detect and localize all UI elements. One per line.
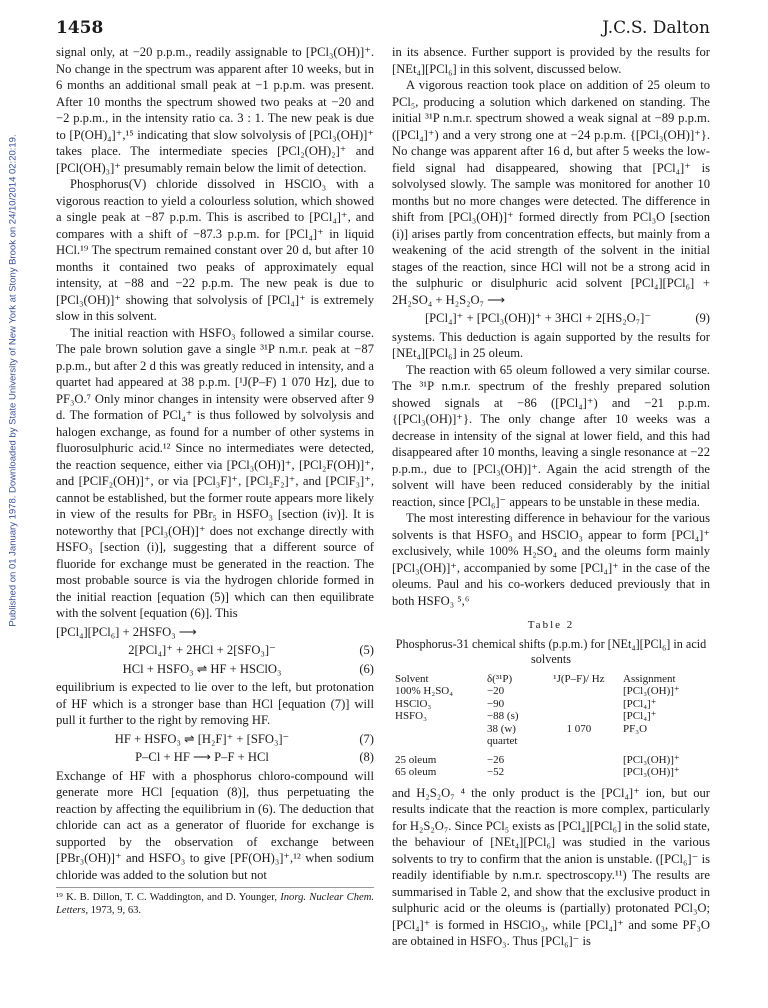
paragraph: in its absence. Further support is provided by the results for [NEt₄][PCl₆] in this solvent, discussed below. [392, 45, 710, 76]
left-column [56, 44, 374, 917]
table-header: δ(³¹P) [486, 672, 513, 685]
table-cell: HSClO₃ [395, 697, 432, 710]
table-header-row [392, 673, 710, 686]
table-header: Assignment [623, 672, 676, 685]
equation-text: [PCl₄][PCl₆] + 2HSFO₃ ⟶ [56, 624, 197, 639]
paragraph: systems. This deduction is again supported by the results for [NEt₄][PCl₆] in 25 oleum. [392, 329, 710, 360]
right-column [392, 44, 710, 950]
equation-8 [56, 749, 374, 766]
table-cell: −88 (s) [486, 710, 519, 722]
table-cell [392, 735, 484, 748]
table-cell: 100% H₂SO₄ [395, 685, 454, 697]
table-cell: −26 [486, 753, 505, 766]
table-label: Table 2 [527, 619, 575, 631]
equation-text: HF + HSFO₃ ⇌ [H₂F]⁺ + [SFO₃]⁻ [114, 731, 290, 746]
table-cell [538, 685, 620, 698]
table-row [392, 685, 710, 698]
table-cell [538, 766, 620, 779]
equation-9 [392, 310, 710, 327]
table-cell: −20 [486, 685, 505, 697]
equation-number: (9) [695, 311, 710, 325]
equation-number: (8) [359, 750, 374, 764]
table-cell: 1 070 [566, 722, 592, 735]
paragraph: The initial reaction with HSFO₃ followed a similar course. The pale brown solution gave a single ³¹P n.m.r. peak at −87 p.p.m., but after 2 d this was greatly reduced in intensity, and a quartet had appeared at 38 p.p.m. [¹J(P–F) 1 070 Hz], due to PF₃O.⁷ Only minor changes in intensity were observed after 9 d. The formation of PCl₄⁺ is thus followed by solvolysis and halogen exchange, as found for a number of other systems in fluorosulphuric acid.¹² Since no intermediates were detected, the reaction sequence, either via [PCl₃(OH)]⁺, [PCl₂F(OH)]⁺, and [PClF₂(OH)]⁺, or via [PCl₃F]⁺, [PCl₂F₂]⁺, and [PClF₃]⁺, cannot be established, but the former route appears more likely in view of the results for PBr₅ in HSFO₃ [section (iv)]. It is noteworthy that [PCl₃(OH)]⁺ does not exchange directly with HSFO₃ [section (i)], suggesting that a different source of fluoride for exchange must be generated in the reaction. The most probable source is via the hydrogen chloride formed in the initial reaction [equation (5)] which can then equilibrate with the solvent [equation (6)]. This [56, 325, 374, 620]
page-number: 1458 [56, 18, 104, 38]
equation-6 [56, 661, 374, 678]
table-cell: HSFO₃ [395, 710, 427, 722]
table-caption: Phosphorus-31 chemical shifts (p.p.m.) for [NEt₄][PCl₆] in acid solvents [395, 636, 707, 666]
equation-text: HCl + HSFO₃ ⇌ HF + HSClO₃ [122, 661, 282, 676]
table-cell [538, 735, 620, 748]
chemical-shift-table [392, 673, 710, 779]
table-cell: 65 oleum [395, 766, 437, 778]
equation-number: (6) [359, 661, 374, 676]
table-cell: [PCl₃(OH)]⁺ [623, 685, 680, 697]
paragraph: and H₂S₂O₇ ⁴ the only product is the [PCl₄]⁺ ion, but our results indicate that the reaction is more complex, particularly for H₂S₂O₇. Since PCl₅ exists as [PCl₄][PCl₆] in the solid state, the behaviour of [NEt₄][PCl₆] was studied in the various solvents to try to confirm that the anion is unstable. ([PCl₆]⁻ is readily identifiable by n.m.r. spectroscopy.¹¹) The results are summarised in Table 2, and show that the exclusive product in sulphuric acid or the oleums is (partially) protonated PCl₃O; [PCl₄]⁺ is formed in HSClO₃, while [PCl₄]⁺ and some PF₃O are obtained in HSFO₃. Thus [PCl₆]⁻ is [392, 785, 710, 948]
paragraph: signal only, at −20 p.p.m., readily assignable to [PCl₃(OH)]⁺. No change in the spectrum was apparent after 10 weeks, but in 6 months an additional small peak at −1 p.p.m. was present. After 10 months the spectrum showed two peaks at −20 and −2 p.p.m., in the intensity ratio ca. 3 : 1. The new peak is due to [P(OH)₄]⁺,¹⁵ indicating that slow solvolysis of [PCl₃(OH)]⁺ takes place. The intermediate species [PCl₂(OH)₂]⁺ and [PCl(OH)₃]⁺ presumably remain below the limit of detection. [56, 45, 374, 175]
table-row [392, 754, 710, 767]
equation-text: [PCl₄]⁺ + [PCl₃(OH)]⁺ + 3HCl + 2[HS₂O₇]⁻ [424, 311, 652, 325]
table-header: ¹J(P–F)/ Hz [553, 672, 605, 685]
footnote-authors: ¹⁹ K. B. Dillon, T. C. Waddington, and D. Younger, [56, 892, 281, 903]
table-row [392, 698, 710, 711]
equation-5-line-1 [56, 624, 374, 641]
table-cell: [PCl₃(OH)]⁺ [623, 753, 680, 766]
paragraph: Exchange of HF with a phosphorus chloro-compound will generate more HCl [equation (8)], thus perpetuating the reaction by affecting the equilibrium in (6). The deduction that chloride can act as a generator of fluoride for exchange is supported by the observation of exchange between [PBr₃(OH)]⁺ and HSFO₃ to give [PF(OH)₃]⁺,¹² when sodium chloride was added to the solution but not [56, 768, 374, 882]
equation-number: (5) [359, 643, 374, 657]
table-cell [538, 698, 620, 711]
equation-text: 2[PCl₄]⁺ + 2HCl + 2[SFO₃]⁻ [128, 643, 276, 657]
footnote-journal: Inorg. Nuclear Chem. Letters [56, 892, 374, 916]
table-cell [538, 710, 620, 723]
table-cell: [PCl₄]⁺ [623, 697, 657, 710]
table-row [392, 735, 710, 748]
equation-number: (7) [359, 731, 374, 746]
paragraph: The most interesting difference in behaviour for the various solvents is that HSFO₃ and HSClO₃ appear to form [PCl₄]⁺ exclusively, while 100% H₂SO₄ and the oleums form mainly [PCl₃(OH)]⁺, accompanied by some [PCl₄]⁺ in the case of the oleums. Paul and his co-workers deduced previously that in both HSFO₃ ⁵,⁶ [392, 511, 710, 608]
paragraph: Phosphorus(V) chloride dissolved in HSClO₃ with a vigorous reaction to yield a colourless solution, which showed a single peak at −87 p.p.m. This is ascribed to [PCl₄]⁺, and compares with a shift of −87.3 p.p.m. for [PCl₄]⁺ in liquid HCl.¹⁹ The spectrum remained constant over 20 d, but after 10 months it contained two peaks of approximately equal intensity, at −88 and −22 p.p.m. The new peak is due to [PCl₃(OH)]⁺ showing that solvolysis of [PCl₄]⁺ is extremely slow in this solvent. [56, 177, 374, 323]
footnote [56, 887, 374, 917]
paragraph: equilibrium is expected to lie over to the left, but protonation of HF which is a stronger base than HCl [equation (7)] will pull it further to the right by removing HF. [56, 680, 374, 727]
table-row [392, 766, 710, 779]
journal-name: J.C.S. Dalton [602, 18, 710, 38]
table-row [392, 710, 710, 723]
page-header [56, 12, 710, 38]
equation-5-line-2 [56, 642, 374, 659]
table-cell [538, 754, 620, 767]
table-cell: 25 oleum [395, 753, 437, 766]
download-notice-text: Published on 01 January 1978. Downloaded by State University of New York at Stony Brook on 24/10/2014 02:20:19. [7, 133, 19, 627]
table-cell [392, 723, 484, 736]
footnote-citation: , 1973, 9, 63. [85, 905, 142, 916]
paragraph: The reaction with 65 oleum followed a very similar course. The ³¹P n.m.r. spectrum of the freshly prepared solution showed signals at −86 ([PCl₄]⁺) and −21 p.p.m. {[PCl₃(OH)]⁺}. The only change after 10 weeks was a decrease in intensity of the signal at lower field, and this had disappeared after 10 months, leaving a single resonance at −22 p.p.m., due to [PCl₃(OH)]⁺. Again the acid strength of the solvent will have been reduced considerably by the initial reaction, since [PCl₆]⁻ appears to be unstable in these media. [392, 362, 710, 509]
table-heading [392, 617, 710, 667]
equation-text: P–Cl + HF ⟶ P–F + HCl [135, 750, 269, 764]
equation-7 [56, 731, 374, 748]
table-cell: [PCl₄]⁺ [623, 710, 657, 722]
table-cell: quartet [486, 735, 518, 747]
download-notice-sidebar [2, 60, 24, 700]
table-cell: 38 (w) [486, 722, 516, 735]
table-cell: PF₃O [623, 722, 648, 735]
table-header: Solvent [395, 672, 429, 685]
table-cell: −52 [486, 766, 505, 778]
paragraph: A vigorous reaction took place on addition of 25 oleum to PCl₅, producing a solution which darkened on standing. The initial ³¹P n.m.r. spectrum showed a weak signal at −89 p.p.m. ([PCl₄]⁺) and a very strong one at −24 p.p.m. {[PCl₃(OH)]⁺}. No change was apparent after 16 d, but after 5 weeks the low-field signal had disappeared, showing that [PCl₄]⁺ is solvolysed slowly. The sample was monitored for another 10 months but no more changes were detected. The difference in shift from [PCl₃(OH)]⁺ formed directly from PCl₃O [section (i)] arises partly from concentration effects, but mainly from a weakening of the acid strength of the solvent in the initial stages of the reaction, since HCl will not be a strong acid in the sulphuric or disulphuric acid solvent [PCl₄][PCl₆] + 2H₂SO₄ + H₂S₂O₇ ⟶ [392, 78, 710, 307]
table-cell [620, 735, 710, 748]
table-cell: −90 [486, 697, 505, 710]
table-row [392, 723, 710, 736]
table-cell: [PCl₃(OH)]⁺ [623, 766, 680, 778]
